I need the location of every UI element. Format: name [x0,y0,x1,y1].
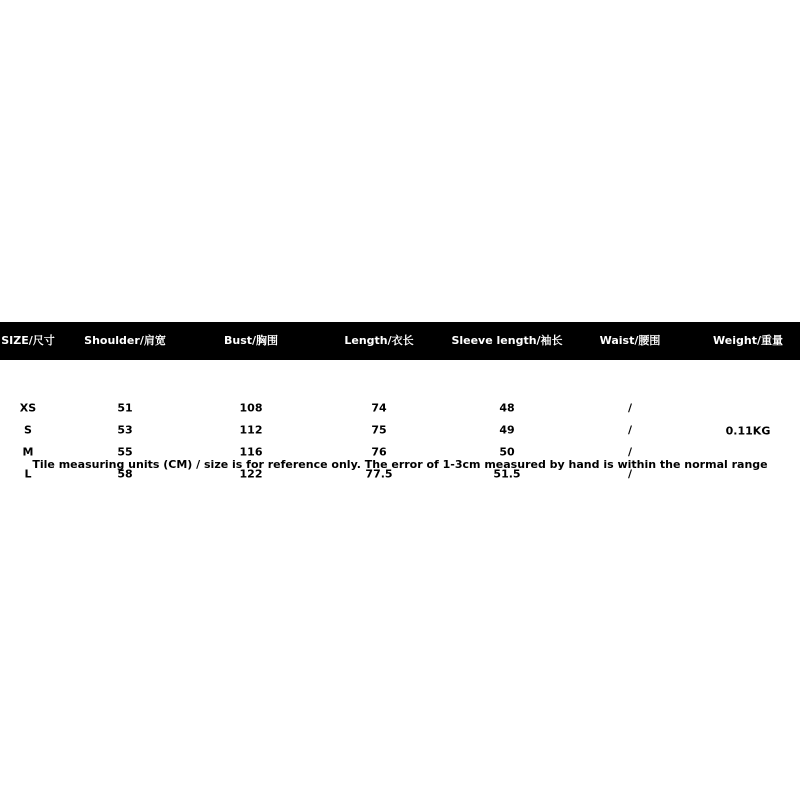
table-cell: 55 [117,445,133,459]
header-sleeve-length: Sleeve length/袖长 [451,334,563,347]
table-cell: M [22,445,34,459]
table-cell: 76 [371,445,387,459]
table-cell: 51.5 [493,467,521,481]
table-cell: S [24,423,32,437]
table-cell: 108 [239,401,263,415]
header-bust: Bust/胸围 [223,334,279,347]
table-cell: 49 [499,423,515,437]
table-cell: 122 [239,467,263,481]
weight-value: 0.11KG [725,424,771,438]
header-waist: Waist/腰围 [599,334,661,347]
table-cell: 50 [499,445,515,459]
table-cell: 74 [371,401,387,415]
size-chart-table [0,322,800,481]
table-cell: 77.5 [365,467,393,481]
header-size: SIZE/尺寸 [1,334,55,347]
header-shoulder: Shoulder/肩宽 [84,334,166,347]
table-cell: / [627,401,633,415]
table-cell: 75 [371,423,387,437]
header-length: Length/衣长 [344,334,414,347]
table-cell: 51 [117,401,133,415]
measurement-note: Tile measuring units (CM) / size is for reference only. The error of 1-3cm measured by hand is within the normal range [32,458,768,471]
table-cell: / [627,423,633,437]
table-cell: 53 [117,423,133,437]
table-cell: 48 [499,401,515,415]
table-cell: / [627,445,633,459]
table-cell: 112 [239,423,263,437]
table-cell: 58 [117,467,133,481]
table-cell: 116 [239,445,263,459]
table-cell: / [627,467,633,481]
table-header [0,322,800,360]
header-weight: Weight/重量 [713,334,783,347]
table-cell: XS [19,401,37,415]
table-cell: L [24,467,32,481]
